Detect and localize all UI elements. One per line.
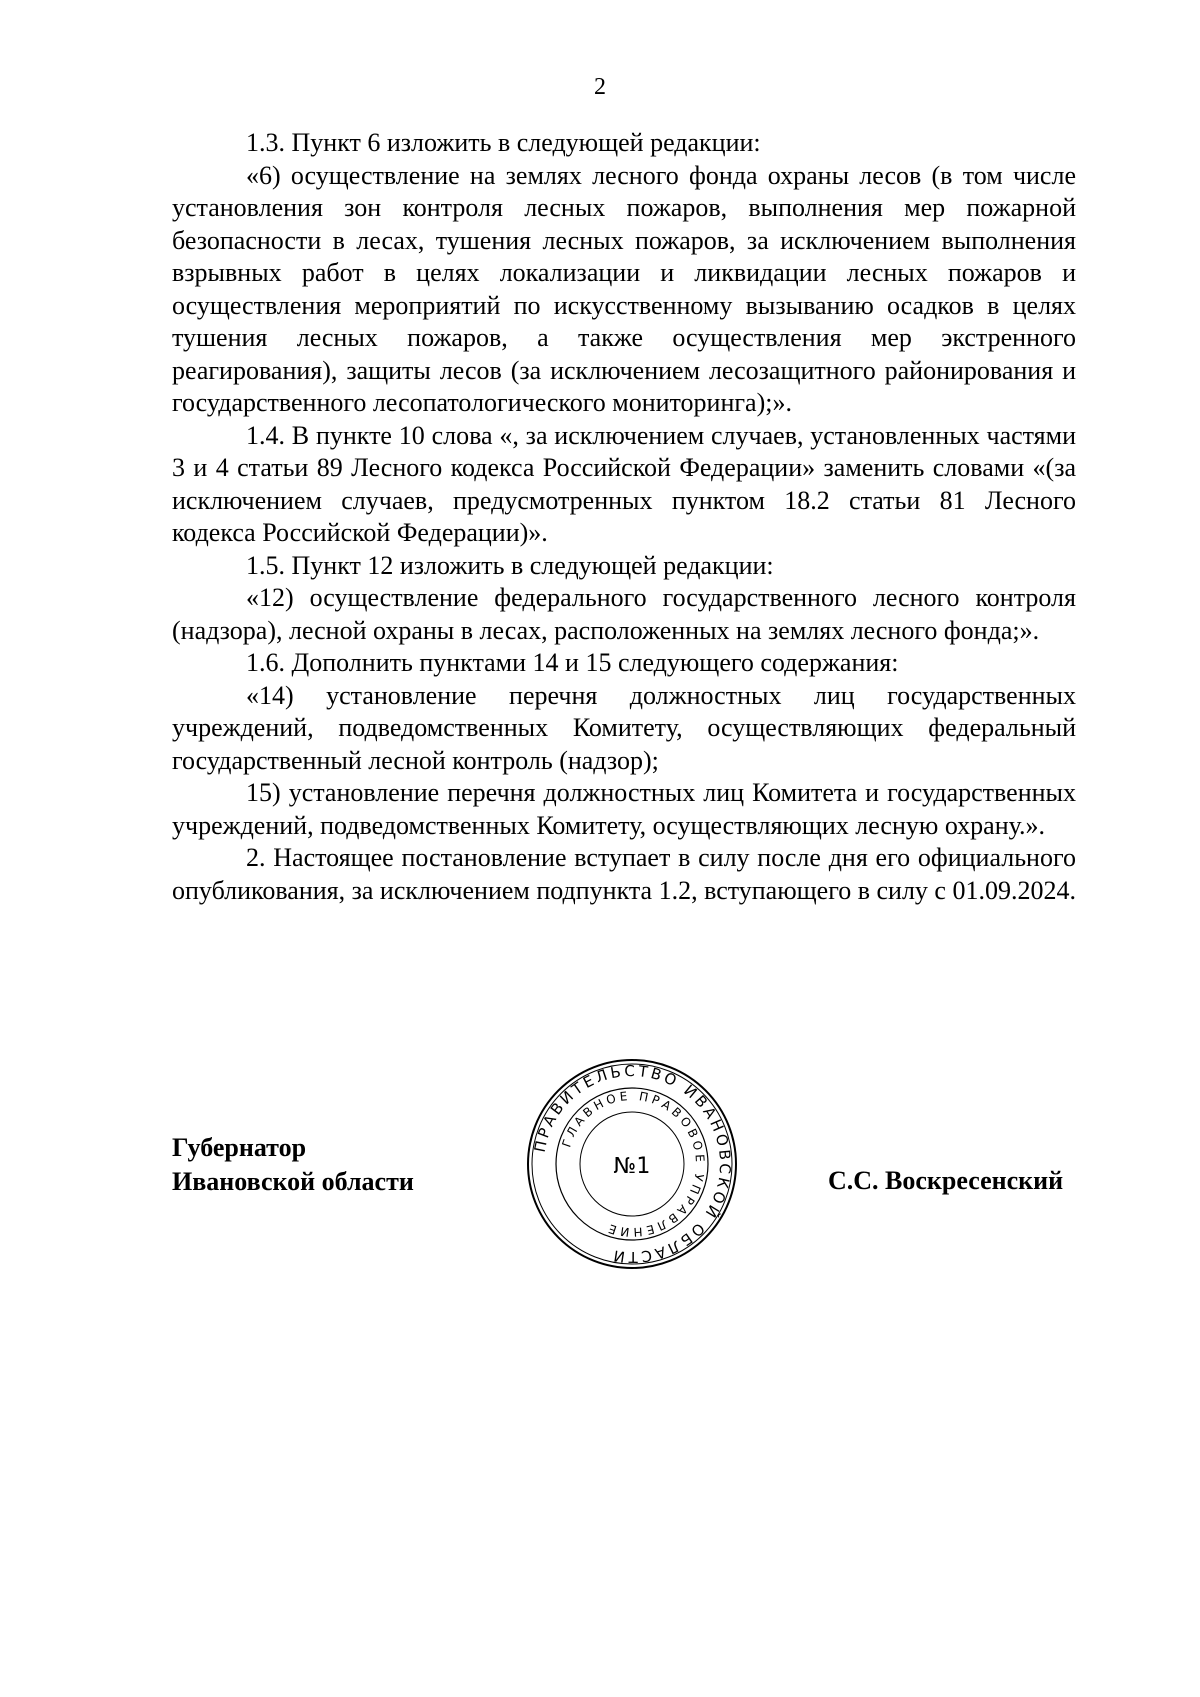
page-number: 2 — [594, 74, 606, 100]
paragraph-1-6: 1.6. Дополнить пунктами 14 и 15 следующего содержания: — [246, 648, 899, 677]
paragraph-item-12: «12) осуществление федерального государственного лесного контроля (надзора), лесной охраны в лесах, расположенных на землях лесного фонда;». — [172, 583, 1076, 645]
seal-outer-text: ПРАВИТЕЛЬСТВО ИВАНОВСКОЙ ОБЛАСТИ — [530, 1061, 735, 1267]
paragraph-item-14: «14) установление перечня должностных лиц государственных учреждений, подведомственных Комитету, осуществляющих федеральный государственный лесной контроль (надзор); — [172, 680, 1076, 775]
official-seal — [524, 1056, 740, 1272]
paragraph-item-15: 15) установление перечня должностных лиц Комитета и государственных учреждений, подведомственных Комитету, осуществляющих лесную охрану.». — [172, 778, 1076, 840]
document-body — [172, 127, 1076, 907]
paragraph-1-5: 1.5. Пункт 12 изложить в следующей редакции: — [246, 550, 774, 580]
signatory-name: С.С. Воскресенский — [828, 1166, 1064, 1195]
signatory-title-line1: Губернатор — [172, 1133, 307, 1162]
signatory-title-line2: Ивановской области — [172, 1167, 414, 1196]
paragraph-1-3: 1.3. Пункт 6 изложить в следующей редакции: — [246, 128, 761, 157]
seal-inner-text: ГЛАВНОЕ ПРАВОВОЕ УПРАВЛЕНИЕ — [559, 1088, 708, 1240]
seal-number: №1 — [613, 1154, 651, 1179]
signatory-title — [172, 1131, 414, 1199]
paragraph-2: 2. Настоящее постановление вступает в силу после дня его официального опубликования, за исключением подпункта 1.2, вступающего в силу с 01.09.2024. — [172, 843, 1076, 905]
paragraph-1-4: 1.4. В пункте 10 слова «, за исключением случаев, установленных частями 3 и 4 статьи 89 Лесного кодекса Российской Федерации» заменить словами «(за исключением случаев, предусмотренных пунктом 18.2 статьи 81 Лесного кодекса Российской Федерации)». — [172, 420, 1076, 547]
paragraph-item-6: «6) осуществление на землях лесного фонда охраны лесов (в том числе установления зон контроля лесных пожаров, выполнения мер пожарной безопасности в лесах, тушения лесных пожаров, за исключением выполнения взрывных работ в целях локализации и ликвидации лесных пожаров и осуществления мероприятий по искусственному вызыванию осадков в целях тушения лесных пожаров, а также осуществления мер экстренного реагирования), защиты лесов (за исключением лесозащитного районирования и государственного лесопатологического мониторинга);». — [172, 160, 1076, 417]
